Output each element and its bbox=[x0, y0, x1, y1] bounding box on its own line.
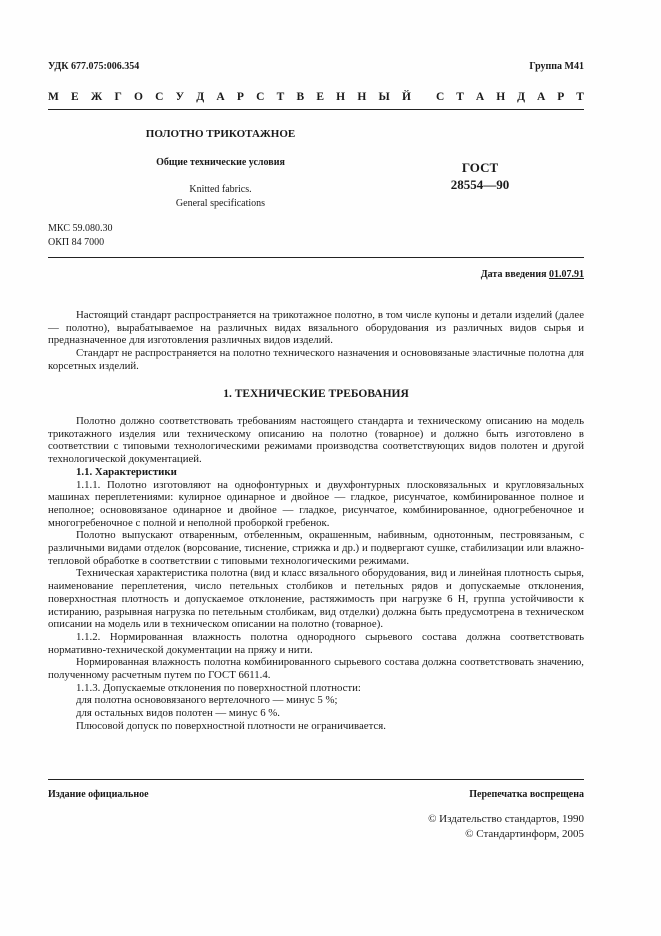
mks-code: МКС 59.080.30 bbox=[48, 223, 113, 234]
title-rule bbox=[48, 257, 584, 258]
paragraph: Плюсовой допуск по поверхностной плотности не ограничивается. bbox=[76, 719, 386, 732]
paragraph: Полотно должно соответствовать требованиям настоящего стандарта и техническому описанию на модель трикотажного изделия или техническому описанию на полотно (товарное) и должно быть изготовлено в соответствии с типовыми технологическими режимами производства соответствующих видов полотен и другой технологической документацией. bbox=[48, 415, 584, 466]
doc-title: ПОЛОТНО ТРИКОТАЖНОЕ bbox=[145, 128, 296, 140]
banner-letter: Д bbox=[196, 91, 205, 103]
banner-letter: Ы bbox=[378, 91, 390, 103]
paragraph: Нормированная влажность полотна комбинированного сырьевого состава должна соответствовать значению, полученному расчетным путем по ГОСТ 6611.4. bbox=[48, 656, 584, 682]
banner-letter: Т bbox=[456, 91, 464, 103]
banner-letter: А bbox=[216, 91, 225, 103]
reprint-prohibited: Перепечатка воспрещена bbox=[469, 789, 584, 800]
paragraph: 1.1.1. Полотно изготовляют на однофонтурных и двухфонтурных плосковязальных и кругловязальных машинах переплетениями: кулирное одинарное и двойное — гладкое, рисунчатое, комбинированное полное и неполное; основовязаное одинарное и двойное — гладкое, рисунчатое, комбинированное, одногребеночное и многогребеночное с полной и неполной проборкой гребенок. bbox=[48, 478, 584, 529]
gost-label: ГОСТ bbox=[461, 160, 499, 175]
paragraph: для остальных видов полотен — минус 6 %. bbox=[76, 707, 280, 720]
banner-word-interstate bbox=[48, 91, 411, 103]
copyright-2: © Стандартинформ, 2005 bbox=[465, 828, 584, 840]
banner-letter: Й bbox=[401, 91, 411, 103]
copyright-1: © Издательство стандартов, 1990 bbox=[428, 813, 584, 825]
banner-letter: С bbox=[256, 91, 265, 103]
banner-letter: Р bbox=[557, 91, 565, 103]
group-code: Группа М41 bbox=[529, 61, 584, 72]
section-1-title: 1. ТЕХНИЧЕСКИЕ ТРЕБОВАНИЯ bbox=[223, 388, 409, 400]
section-1-text bbox=[48, 415, 584, 733]
banner-letter: Е bbox=[316, 91, 324, 103]
udk-code: УДК 677.075:006.354 bbox=[48, 61, 140, 72]
intro-paragraph: Настоящий стандарт распространяется на трикотажное полотно, в том числе купоны и детали изделий (далее — полотно), вырабатываемое на различных видах вязального оборудования из различных видов сырья и предназначенное для изготовления различных видов изделий. bbox=[48, 309, 584, 347]
official-edition: Издание официальное bbox=[48, 789, 149, 800]
paragraph: для полотна основовязаного вертелочного — минус 5 %; bbox=[76, 694, 338, 707]
paragraph: Техническая характеристика полотна (вид и класс вязального оборудования, вид и линейная плотность сырья, наименование переплетения, число петельных столбиков и петельных рядов и допускаемые отклонения, поверхностная плотность и допускаемое отклонение, растяжимость при нагрузке 6 Н, группа устойчивости к истиранию, разрывная нагрузка по петельным столбикам, вид отделки) должна быть предусмотрена в техническом описании на модель или в техническом описании на полотно (товарное). bbox=[48, 567, 584, 631]
intro-text bbox=[48, 309, 584, 373]
banner-letter: А bbox=[537, 91, 546, 103]
banner-letter: С bbox=[155, 91, 164, 103]
banner-letter: Д bbox=[517, 91, 526, 103]
banner-letter: В bbox=[296, 91, 305, 103]
banner-letter: Н bbox=[496, 91, 506, 103]
banner-letter: Т bbox=[276, 91, 285, 103]
banner-letter: М bbox=[48, 91, 59, 103]
banner-letter: О bbox=[133, 91, 143, 103]
banner-letter: Т bbox=[576, 91, 584, 103]
intro-date bbox=[481, 269, 584, 280]
banner-letter: С bbox=[436, 91, 445, 103]
banner-letter: Р bbox=[236, 91, 244, 103]
footer-rule bbox=[48, 779, 584, 780]
doc-title-en-1: Knitted fabrics. bbox=[189, 184, 252, 195]
intro-date-label: Дата введения bbox=[480, 269, 547, 280]
banner-word-standard bbox=[436, 91, 584, 103]
banner-letter: Г bbox=[114, 91, 122, 103]
okp-code: ОКП 84 7000 bbox=[48, 237, 105, 248]
paragraph: 1.1.3. Допускаемые отклонения по поверхностной плотности: bbox=[76, 681, 361, 694]
paragraph: 1.1.2. Нормированная влажность полотна однородного сырьевого состава должна соответствовать нормативно-технической документации на пряжу и нити. bbox=[48, 630, 584, 656]
footer-row bbox=[48, 789, 584, 800]
banner-letter: Ж bbox=[90, 91, 103, 103]
interstate-banner bbox=[48, 91, 584, 103]
banner-letter: А bbox=[475, 91, 485, 103]
doc-title-en-2: General specifications bbox=[175, 198, 266, 209]
intro-paragraph: Стандарт не распространяется на полотно технического назначения и основовязаные эластичные полотна для корсетных изделий. bbox=[48, 347, 584, 372]
subsection-heading: 1.1. Характеристики bbox=[76, 465, 177, 478]
gost-number: 28554—90 bbox=[450, 177, 510, 192]
doc-subtitle: Общие технические условия bbox=[156, 157, 285, 168]
banner-letter: Н bbox=[357, 91, 367, 103]
banner-letter: Е bbox=[71, 91, 79, 103]
banner-letter: У bbox=[175, 91, 185, 103]
paragraph: Полотно выпускают отваренным, отбеленным, окрашенным, набивным, однотонным, пестровязаным, с различными видами отделок (ворсование, тиснение, стрижка и др.) и подвергают сушке, стабилизации или влажно-тепловой обработке в соответствии с типовыми технологическими режимами. bbox=[48, 529, 584, 567]
banner-rule bbox=[48, 109, 584, 110]
intro-date-value: 01.07.91 bbox=[549, 269, 584, 280]
banner-letter: Н bbox=[336, 91, 346, 103]
